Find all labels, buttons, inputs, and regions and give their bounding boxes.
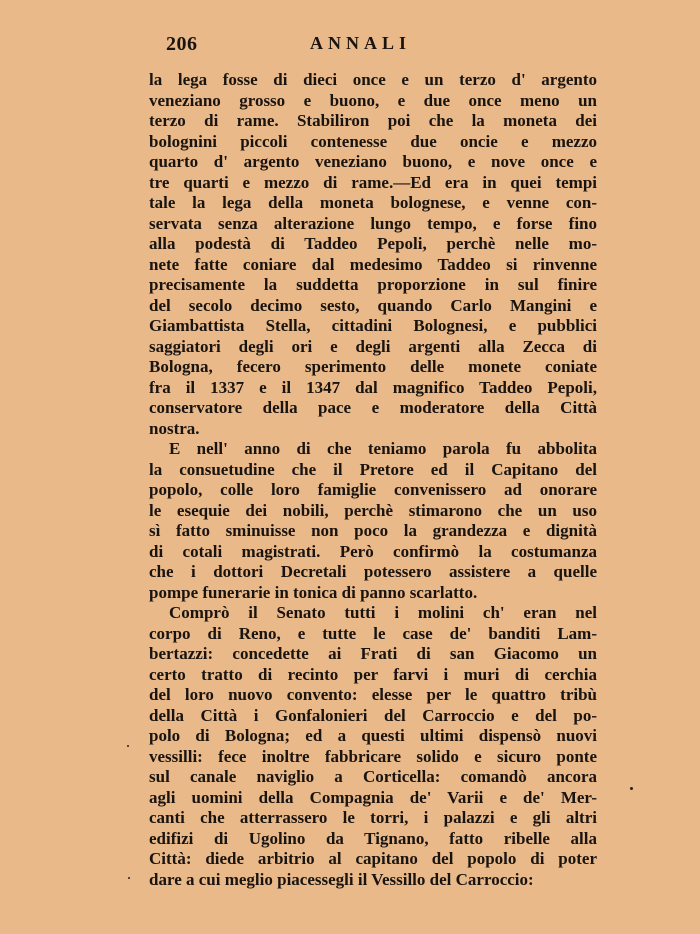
- paper-speck: [127, 745, 129, 747]
- text-line: fra il 1337 e il 1347 dal magnifico Taddeo Pepoli,: [149, 377, 597, 397]
- text-line: bertazzi: concedette ai Frati di san Giacomo un: [149, 644, 597, 663]
- text-line: della Città i Gonfalonieri del Carroccio e del po-: [149, 705, 597, 725]
- page-number: 206: [166, 33, 198, 55]
- text-line: nete fatte coniare dal medesimo Taddeo si rinvenne: [149, 254, 597, 274]
- text-line: Giambattista Stella, cittadini Bolognesi, e pubblici: [149, 316, 597, 335]
- text-line: nostra.: [149, 418, 200, 438]
- running-title: ANNALI: [310, 33, 412, 53]
- text-line: polo di Bologna; ed a questi ultimi dispensò nuovi: [149, 726, 597, 745]
- text-line: la consuetudine che il Pretore ed il Capitano del: [149, 459, 597, 479]
- text-line: del secolo decimo sesto, quando Carlo Mangini e: [149, 295, 597, 315]
- text-line: certo tratto di recinto per farvi i muri di cerchia: [149, 664, 597, 684]
- text-line: sì fatto sminuisse non poco la grandezza e dignità: [149, 521, 597, 540]
- text-line: precisamente la suddetta proporzione in sul finire: [149, 275, 597, 294]
- text-line: veneziano grosso e buono, e due once meno un: [149, 90, 597, 110]
- text-line: saggiatori degli ori e degli argenti alla Zecca di: [149, 336, 597, 356]
- text-line: del loro nuovo convento: elesse per le quattro tribù: [149, 685, 597, 704]
- text-line: tre quarti e mezzo di rame.—Ed era in quei tempi: [149, 172, 597, 192]
- text-line: dare a cui meglio piacessegli il Vessillo del Carroccio:: [149, 869, 534, 889]
- text-line: conservatore della pace e moderatore della Città: [149, 398, 597, 417]
- text-line: sul canale naviglio a Corticella: comandò ancora: [149, 767, 597, 786]
- text-line: agli uomini della Compagnia de' Varii e de' Mer-: [149, 787, 597, 807]
- text-line: pompe funerarie in tonica di panno scarlatto.: [149, 582, 478, 602]
- paragraph-first-line: Comprò il Senato tutti i molini ch' eran nel: [169, 603, 597, 622]
- text-line: corpo di Reno, e tutte le case de' banditi Lam-: [149, 623, 597, 643]
- paper-speck: [128, 877, 130, 879]
- text-line: bolognini piccoli contenesse due oncie e mezzo: [149, 131, 597, 151]
- paper-speck: [630, 787, 633, 790]
- text-line: tale la lega della moneta bolognese, e venne con-: [149, 193, 597, 212]
- text-line: Città: diede arbitrio al capitano del popolo di poter: [149, 849, 597, 868]
- page-body-text: [149, 70, 597, 890]
- text-line: la lega fosse di dieci once e un terzo d' argento: [149, 70, 597, 89]
- text-line: vessilli: fece inoltre fabbricare solido e sicuro ponte: [149, 746, 597, 766]
- text-line: le esequie dei nobili, perchè stimarono che un uso: [149, 500, 597, 520]
- text-line: che i dottori Decretali potessero assistere a quelle: [149, 562, 597, 581]
- text-line: di cotali magistrati. Però confirmò la costumanza: [149, 541, 597, 561]
- text-line: terzo di rame. Stabiliron poi che la moneta dei: [149, 111, 597, 130]
- paragraph-first-line: E nell' anno di che teniamo parola fu abbolita: [169, 439, 597, 458]
- text-line: Bologna, fecero sperimento delle monete coniate: [149, 357, 597, 376]
- text-line: edifizi di Ugolino da Tignano, fatto ribelle alla: [149, 828, 597, 848]
- text-line: servata senza alterazione lungo tempo, e forse fino: [149, 213, 597, 233]
- text-line: popolo, colle loro famiglie convenissero ad onorare: [149, 480, 597, 499]
- text-line: quarto d' argento veneziano buono, e nove once e: [149, 152, 597, 171]
- text-line: alla podestà di Taddeo Pepoli, perchè nelle mo-: [149, 234, 597, 253]
- text-line: canti che atterrassero le torri, i palazzi e gli altri: [149, 808, 597, 827]
